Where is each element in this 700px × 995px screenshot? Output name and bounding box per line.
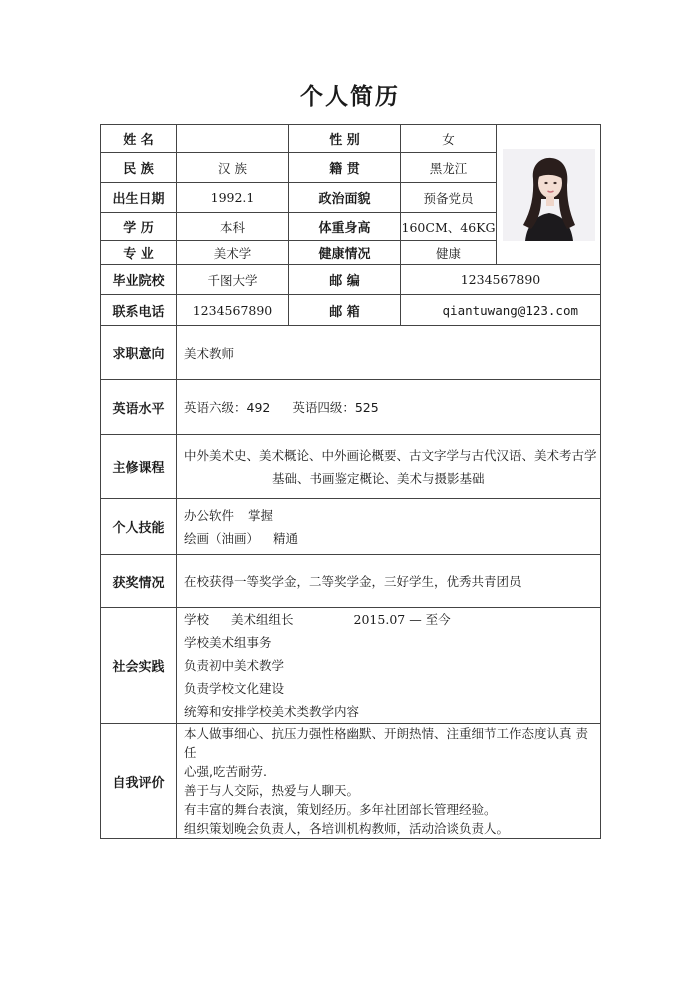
native-place-label: 籍 贯 [289,153,401,183]
skill-name: 绘画（油画） [184,530,260,546]
self-evaluation-line: 善于与人交际，热爱与人聊天。 [184,783,360,798]
courses-line-2: 基础、书画鉴定概论、美术与摄影基础 [272,470,485,486]
self-evaluation-cell [177,724,601,839]
english-level-cell [177,380,601,435]
courses-line-1: 中外美术史、美术概论、中外画论概要、古文字学与古代汉语、美术考古学 [184,447,597,463]
social-practice-label: 社会实践 [101,608,177,724]
practice-item: 学校美术组事务 [184,635,272,650]
phone-label: 联系电话 [101,295,177,326]
school-value: 千图大学 [177,265,289,295]
native-place-value: 黑龙江 [401,153,497,183]
major-label: 专 业 [101,241,177,265]
skill-level: 精通 [273,530,299,546]
page-title: 个人简历 [300,84,400,110]
zip-code-label: 邮 编 [289,265,401,295]
skills-label: 个人技能 [101,499,177,555]
courses-label: 主修课程 [101,435,177,499]
health-label: 健康情况 [289,241,401,265]
social-practice-cell [177,608,601,724]
height-weight-value: 160CM、46KG [401,213,497,241]
email-label: 邮 箱 [289,295,401,326]
practice-period: 2015.07 — 至今 [353,612,451,627]
skill-level: 掌握 [248,507,274,523]
email-value: qiantuwang@123.com [401,295,601,326]
english-level-label: 英语水平 [101,380,177,435]
gender-value: 女 [401,125,497,153]
self-evaluation-line: 有丰富的舞台表演，策划经历。多年社团部长管理经验。 [184,802,497,817]
height-weight-label: 体重身高 [289,213,401,241]
practice-org: 学校 [184,612,210,627]
english-cet6: 英语六级：492 [184,400,271,415]
practice-item: 负责初中美术教学 [184,658,285,673]
skill-name: 办公软件 [184,507,235,523]
photo-cell [497,125,601,265]
education-label: 学 历 [101,213,177,241]
political-status-label: 政治面貌 [289,183,401,213]
political-status-value: 预备党员 [401,183,497,213]
skill-item [184,504,600,527]
job-intention-value: 美术教师 [177,326,601,380]
awards-label: 获奖情况 [101,555,177,608]
awards-value: 在校获得一等奖学金，二等奖学金，三好学生，优秀共青团员 [177,555,601,608]
practice-header [184,608,600,631]
major-value: 美术学 [177,241,289,265]
profile-photo [503,149,595,241]
education-value: 本科 [177,213,289,241]
skills-cell [177,499,601,555]
skill-item [184,527,600,550]
ethnicity-value: 汉 族 [177,153,289,183]
practice-role: 美术组组长 [231,612,294,627]
self-evaluation-line: 心强,吃苦耐劳. [184,764,267,779]
practice-item: 统筹和安排学校美术类教学内容 [184,704,360,719]
name-value [177,125,289,153]
phone-value: 1234567890 [177,295,289,326]
resume-table [100,124,601,839]
name-label: 姓 名 [101,125,177,153]
practice-item: 负责学校文化建设 [184,681,285,696]
portrait-image [503,149,595,241]
courses-cell [177,435,601,499]
self-evaluation-line: 本人做事细心、抗压力强性格幽默、开朗热情、注重细节工作态度认真 责任 [184,726,588,760]
english-cet4: 英语四级：525 [292,400,379,415]
birth-date-value: 1992.1 [177,183,289,213]
self-evaluation-label: 自我评价 [101,724,177,839]
birth-date-label: 出生日期 [101,183,177,213]
health-value: 健康 [401,241,497,265]
school-label: 毕业院校 [101,265,177,295]
self-evaluation-line: 组织策划晚会负责人，各培训机构教师，活动洽谈负责人。 [184,821,510,836]
gender-label: 性 别 [289,125,401,153]
zip-code-value: 1234567890 [401,265,601,295]
ethnicity-label: 民 族 [101,153,177,183]
job-intention-label: 求职意向 [101,326,177,380]
